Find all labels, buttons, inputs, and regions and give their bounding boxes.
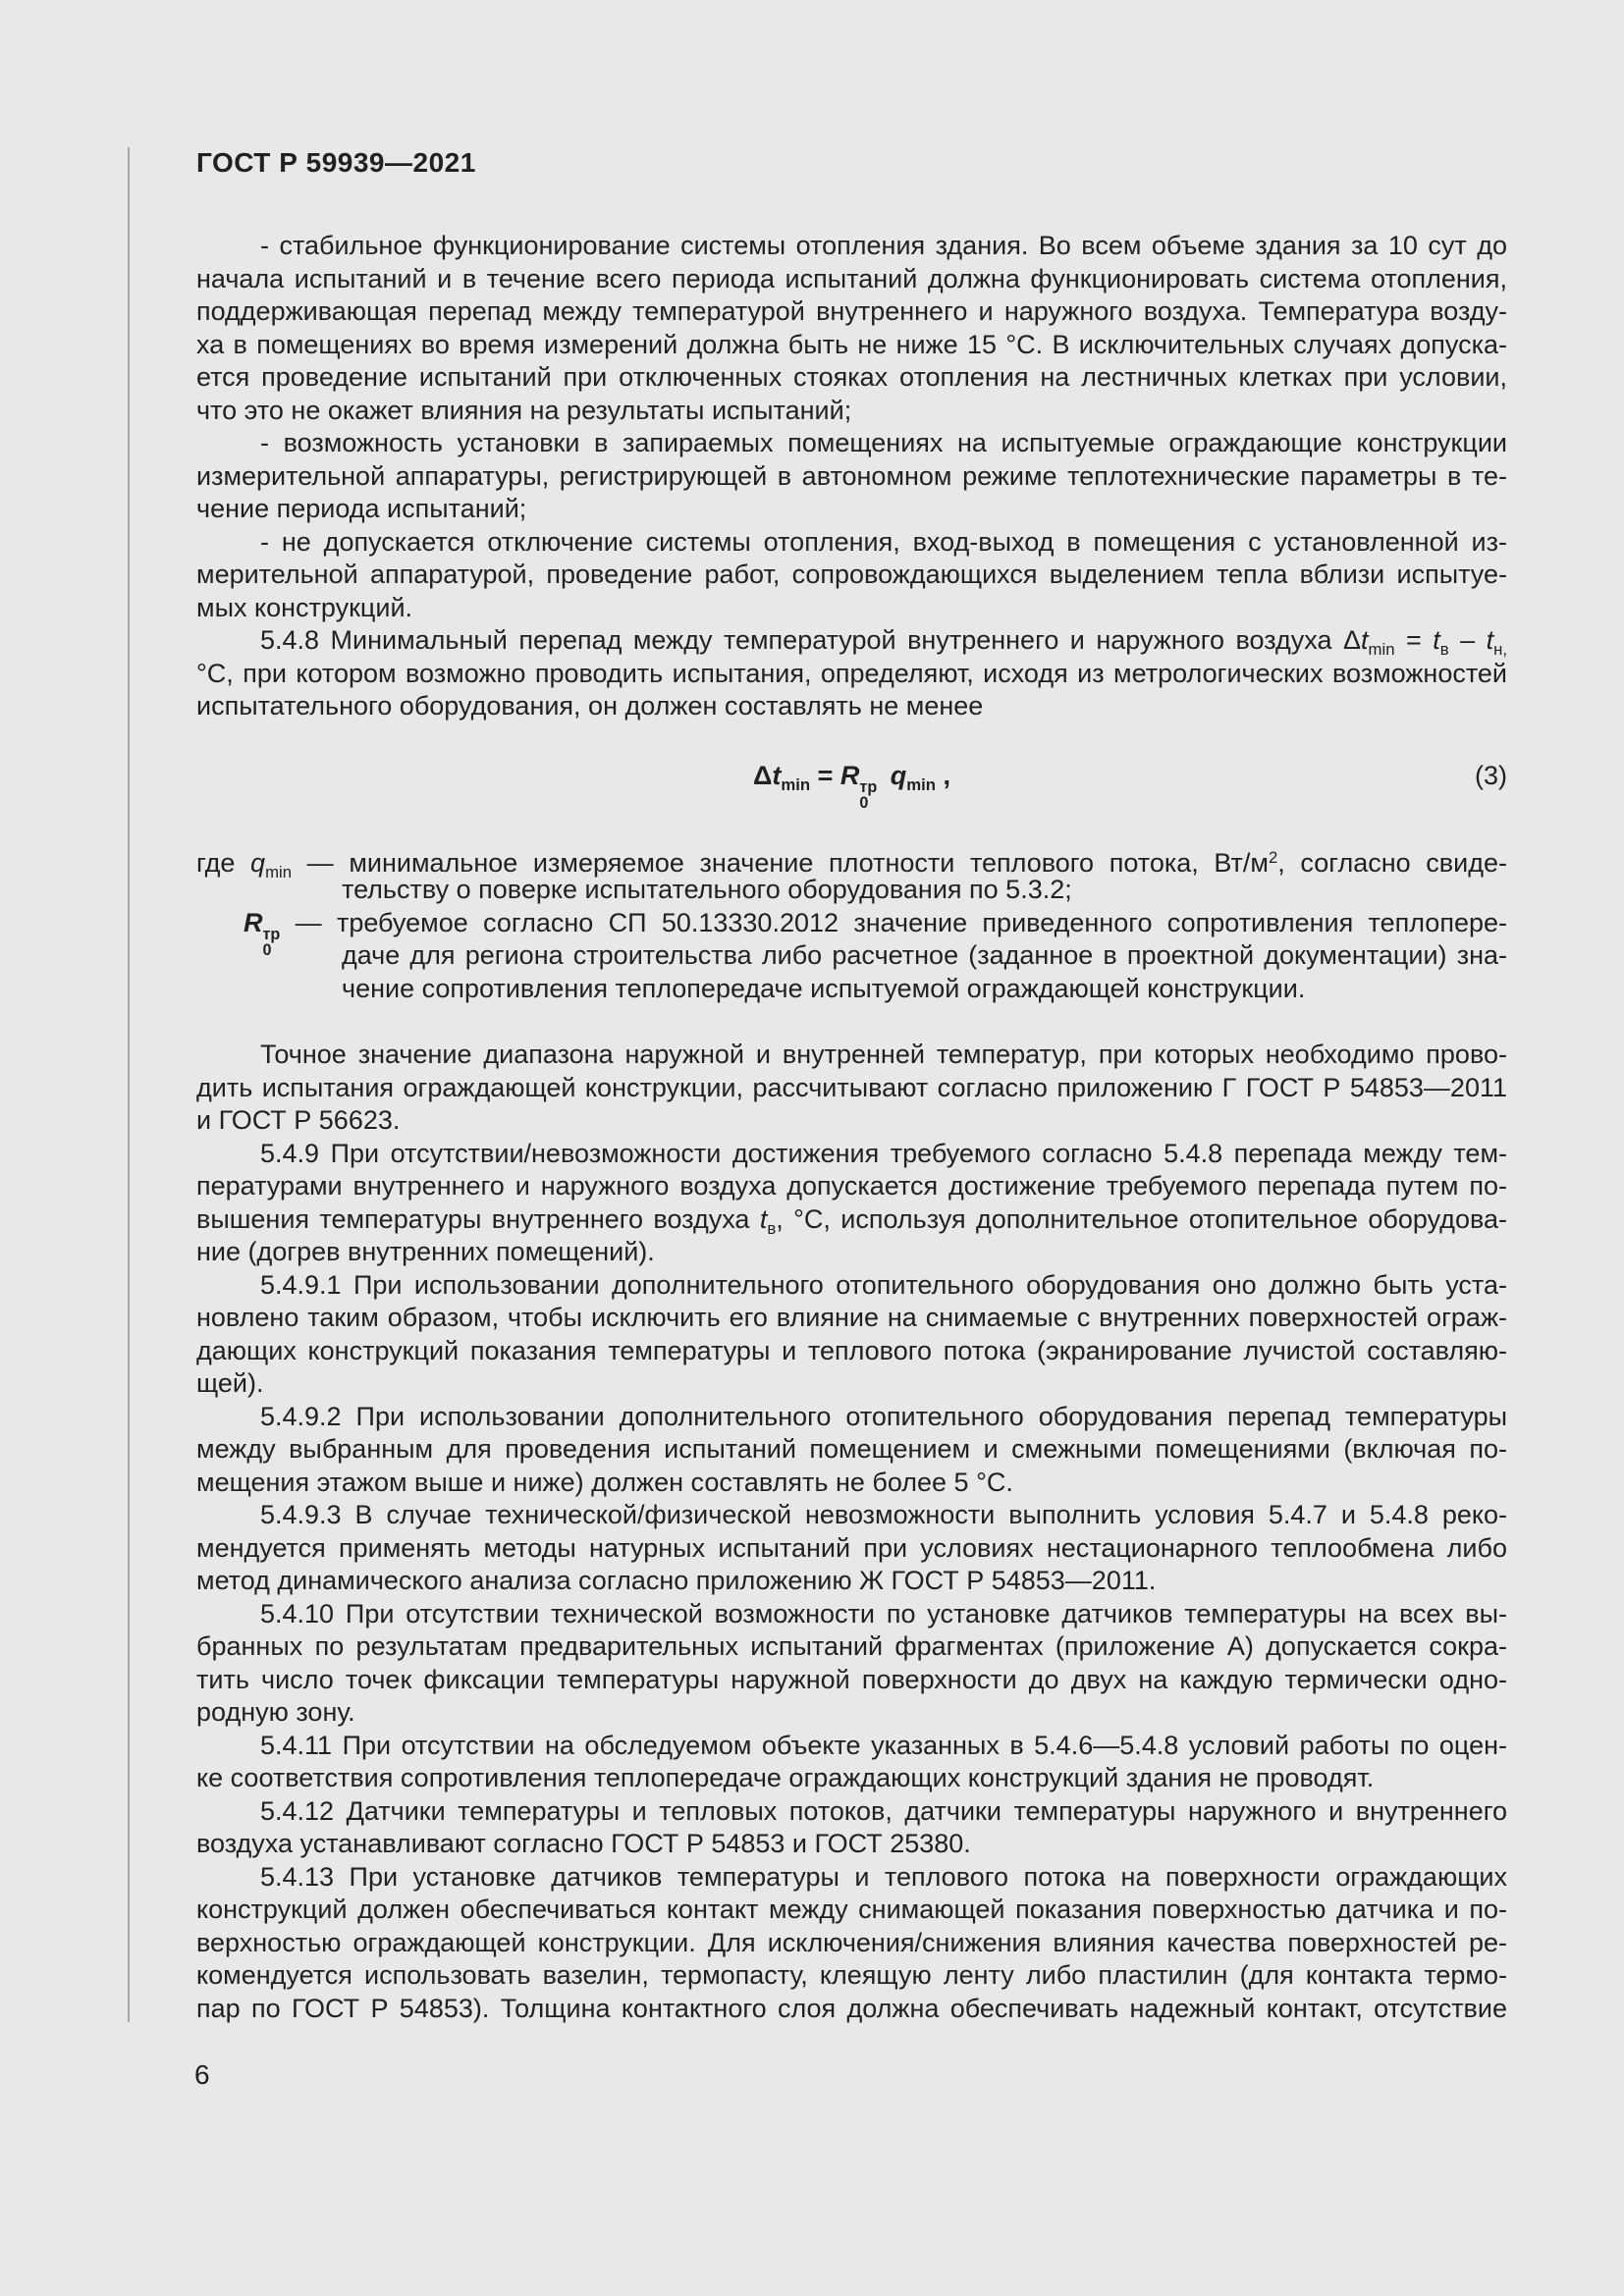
paragraph-5-4-9-1 (196, 1269, 1507, 1401)
paragraph-exact-range (196, 1039, 1507, 1138)
text-line: 5.4.9.2 При использовании дополнительного отопительного оборудования перепад температуры (260, 1401, 1507, 1431)
text-line: чение периода испытаний; (196, 494, 527, 523)
definitions-list (196, 841, 1507, 1006)
styled-run: 2 (1268, 847, 1278, 867)
text-line: 5.4.9.1 При использовании дополнительного отопительного оборудования оно должно быть уста- (260, 1269, 1507, 1300)
paragraph-5-4-9-2 (196, 1401, 1507, 1500)
text-line: воздуха устанавливают согласно ГОСТ Р 54853 и ГОСТ 25380. (196, 1829, 971, 1858)
text-line: поддерживающая перепад между температурой внутреннего и наружного воздуха. Температура возду- (196, 296, 1507, 326)
styled-run: min (906, 774, 937, 794)
text-line: ние (догрев внутренних помещений). (196, 1237, 655, 1266)
text-line: что это не окажет влияния на результаты испытаний; (196, 395, 852, 425)
text-line: между выбранным для проведения испытаний помещением и смежными помещениями (включая по- (196, 1434, 1507, 1464)
text-line: 5.4.10 При отсутствии технической возможности по установке датчиков температуры на всех вы- (260, 1598, 1507, 1629)
styled-run: в (1439, 639, 1449, 659)
styled-run: q (250, 847, 266, 878)
paragraph-5-4-8 (196, 624, 1507, 723)
text-line: тельству о поверке испытательного оборудования по 5.3.2; (342, 875, 1072, 904)
paragraph-5-4-12 (196, 1795, 1507, 1861)
text-line: R тр 0 — требуемое согласно СП 50.13330.2012 значение приведенного сопротивления теплопере- (244, 907, 1507, 959)
styled-run: н, (1493, 639, 1507, 659)
spacer (196, 1005, 1507, 1039)
page-header: ГОСТ Р 59939—2021 (196, 147, 476, 178)
text-line: начала испытаний и в течение всего периода испытаний должна функционировать система отопления, (196, 263, 1507, 294)
text-line: 5.4.12 Датчики температуры и тепловых потоков, датчики температуры наружного и внутреннего (260, 1795, 1507, 1826)
paragraph-no-shutdown (196, 526, 1507, 625)
text-line: чение сопротивления теплопередаче испытуемой ограждающей конструкции. (342, 973, 1306, 1003)
styled-run: t (1361, 625, 1369, 655)
styled-run: min (265, 862, 293, 881)
text-line: комендуется использовать вазелин, термопасту, клеящую ленту либо пластилин (для контакта термо- (196, 1960, 1507, 1990)
text-line: испытательного оборудования, он должен составлять не менее (196, 691, 984, 721)
page-number: 6 (194, 2059, 210, 2090)
text-line: - возможность установки в запираемых помещениях на испытуемые ограждающие конструкции (260, 428, 1507, 457)
text-line: вышения температуры внутреннего воздуха $t_в$, °С, используя дополнительное отопительное оборудова- (196, 1203, 1508, 1238)
paragraph-heating-operation (196, 230, 1507, 427)
text-line: и ГОСТ Р 56623. (196, 1105, 401, 1135)
text-line: пературами внутреннего и наружного воздуха допускается достижение требуемого перепада путем по- (196, 1171, 1507, 1201)
paragraph-5-4-9-3 (196, 1499, 1507, 1598)
styled-run: R (244, 907, 263, 937)
text-line: 5.4.9.3 В случае технической/физической невозможности выполнить условия 5.4.7 и 5.4.8 реко- (260, 1500, 1507, 1529)
text-line: - не допускается отключение системы отопления, вход-выход в помещения с установленной из- (260, 526, 1507, 557)
styled-run: q (890, 760, 907, 790)
formula (196, 751, 1507, 812)
text-line: тить число точек фиксации температуры наружной поверхности до двух на каждую термически одно- (196, 1664, 1507, 1694)
text-line: мещения этажом выше и ниже) должен составлять не более 5 °С. (196, 1467, 1013, 1497)
styled-run: t (772, 760, 782, 790)
paragraph-5-4-9 (196, 1138, 1507, 1269)
text-line: - стабильное функционирование системы отопления здания. Во всем объеме здания за 10 сут до (260, 231, 1507, 260)
text-line: °С, при котором возможно проводить испытания, определяют, исходя из метрологических возможностей (196, 658, 1507, 688)
styled-run: t (759, 1203, 768, 1234)
paragraph-5-4-11 (196, 1730, 1507, 1795)
text-line: метод динамического анализа согласно приложению Ж ГОСТ Р 54853—2011. (196, 1566, 1157, 1595)
text-line: новлено таким образом, чтобы исключить его влияние на снимаемые с внутренних поверхностей ограж- (196, 1303, 1507, 1332)
text-line: измерительной аппаратуры, регистрирующей в автономном режиме теплотехнические параметры в те- (196, 460, 1507, 491)
text-line: 5.4.13 При установке датчиков температуры и теплового потока на поверхности ограждающих (260, 1861, 1507, 1892)
text-line: даче для региона строительства либо расчетное (заданное в проектной документации) зна- (342, 940, 1507, 970)
text-line: конструкций должен обеспечиваться контакт между снимающей показания поверхностью датчика и по- (196, 1895, 1507, 1924)
text-line: мерительной аппаратурой, проведение работ, сопровождающихся выделением тепла вблизи испытуе- (196, 560, 1507, 589)
document-content (196, 230, 1507, 2025)
paragraph-equipment-installation (196, 427, 1507, 526)
text-line: 5.4.8 Минимальный перепад между температурой внутреннего и наружного воздуха $\Delta t_{min} = t_в - t_{н,}$ (260, 625, 1507, 659)
text-line: пар по ГОСТ Р 54853). Толщина контактного слоя должна обеспечивать надежный контакт, отсутствие (196, 1993, 1507, 2023)
text-line: мых конструкций. (196, 592, 413, 622)
stacked-index: тр 0 (859, 778, 878, 812)
text-line: бранных по результатам предварительных испытаний фрагментах (приложение А) допускается сокра- (196, 1631, 1507, 1661)
text-line: 5.4.11 При отсутствии на обследуемом объекте указанных в 5.4.6—5.4.8 условий работы по оцен- (260, 1730, 1507, 1760)
formula-expression: $\Delta t_{min} = R$ тр 0 $q_{min}$ , (752, 760, 951, 812)
text-line: ется проведение испытаний при отключенных стояках отопления на лестничных клетках при условии, (196, 362, 1507, 392)
text-line: Точное значение диапазона наружной и внутренней температур, при которых необходимо прово- (260, 1040, 1507, 1069)
styled-run: в (767, 1218, 777, 1238)
text-line: родную зону. (196, 1697, 355, 1727)
paragraph-5-4-13 (196, 1861, 1507, 2026)
styled-run: min (781, 774, 811, 794)
styled-run: t (1433, 625, 1440, 655)
scan-edge-artifact (128, 147, 130, 2022)
text-line: щей). (196, 1368, 264, 1398)
styled-run: t (1486, 625, 1494, 655)
stacked-index: тр 0 (262, 926, 281, 959)
text-line: 5.4.9 При отсутствии/невозможности достижения требуемого согласно 5.4.8 перепада между тем- (260, 1138, 1507, 1168)
text-line: ке соответствия сопротивления теплопередаче ограждающих конструкций здания не проводят. (196, 1763, 1375, 1792)
text-line: дить испытания ограждающей конструкции, рассчитывают согласно приложению Г ГОСТ Р 54853—2011 (196, 1072, 1507, 1102)
text-line: где $q_{min}$ — минимальное измеряемое значение плотности теплового потока, $Вт/м^2$, согласно свиде- (196, 847, 1507, 881)
paragraph-5-4-10 (196, 1598, 1507, 1730)
text-line: верхностью ограждающей конструкции. Для исключения/снижения влияния качества поверхностей ре- (196, 1927, 1507, 1957)
text-line: дающих конструкций показания температуры и теплового потока (экранирование лучистой составляю- (196, 1335, 1507, 1365)
styled-run: R (839, 760, 860, 790)
text-line: ха в помещениях во время измерений должна быть не ниже 15 °С. В исключительных случаях допуска- (196, 329, 1507, 359)
styled-run: min (1368, 639, 1395, 659)
formula-number: (3) (1475, 760, 1507, 790)
text-line: мендуется применять методы натурных испытаний при условиях нестационарного теплообмена либо (196, 1532, 1507, 1563)
